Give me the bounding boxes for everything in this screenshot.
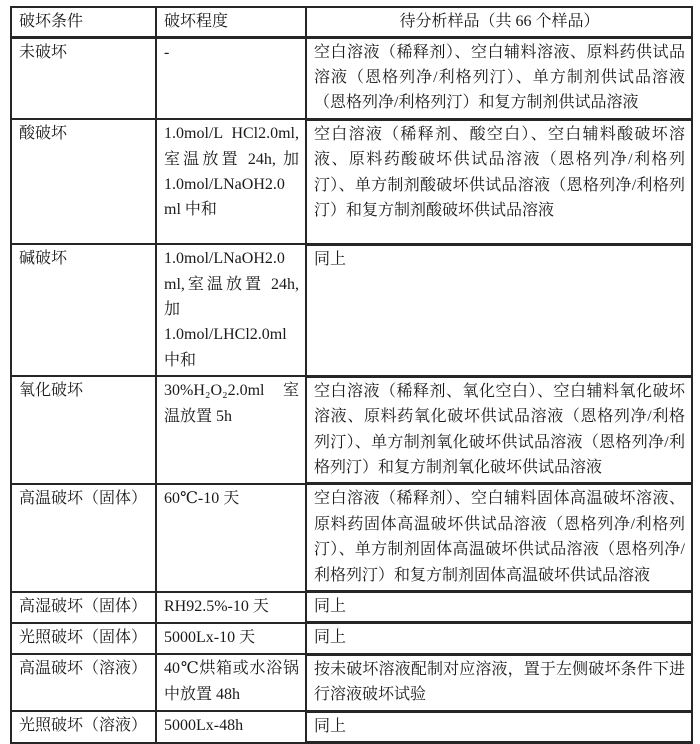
table-row-light-solution [11,711,692,742]
col-header-condition: 破坏条件 [11,7,156,37]
cell-samples: 空白溶液（稀释剂、酸空白）、空白辅料酸破坏溶液、原料药酸破坏供试品溶液（恩格列净/利格列汀）、单方制剂酸破坏供试品溶液（恩格列净/利格列汀）和复方制剂酸破坏供试品溶液 [306,119,692,244]
cell-degree: 1.0mol/L HCl2.0ml, 室温放置 24h, 加 1.0mol/LNaOH2.0 ml 中和 [156,119,306,244]
cell-samples: 同上 [306,623,692,654]
table-row-acid [11,119,692,244]
cell-degree: 30%H₂O₂2.0ml 室温放置 5h [156,376,306,484]
table-row-light-solid [11,623,692,654]
cell-degree: 5000Lx-10 天 [156,623,306,654]
cell-condition: 光照破坏（溶液） [11,711,156,742]
cell-condition: 高温破坏（溶液） [11,654,156,711]
degradation-conditions-table [10,6,693,744]
cell-condition: 酸破坏 [11,119,156,244]
cell-samples: 空白溶液（稀释剂、氧化空白）、空白辅料氧化破坏溶液、原料药氧化破坏供试品溶液（恩格列净/利格列汀）、单方制剂氧化破坏供试品溶液（恩格列净/利格列汀）和复方制剂氧化破坏供试品溶液 [306,376,692,484]
cell-samples: 同上 [306,711,692,742]
cell-degree: 60℃-10 天 [156,484,306,592]
table-row-heat-solution [11,654,692,711]
cell-condition: 未破坏 [11,37,156,119]
cell-condition: 高温破坏（固体） [11,484,156,592]
cell-samples: 同上 [306,592,692,623]
cell-samples: 按未破坏溶液配制对应溶液，置于左侧破坏条件下进行溶液破坏试验 [306,654,692,711]
cell-condition: 氧化破坏 [11,376,156,484]
cell-samples: 空白溶液（稀释剂）、空白辅料溶液、原料药供试品溶液（恩格列净/利格列汀）、单方制剂供试品溶液（恩格列净/利格列汀）和复方制剂供试品溶液 [306,37,692,119]
cell-condition: 碱破坏 [11,244,156,376]
cell-samples: 同上 [306,244,692,376]
table-row-untreated [11,37,692,119]
cell-degree: 40℃烘箱或水浴锅中放置 48h [156,654,306,711]
table-row-humidity-solid [11,592,692,623]
cell-samples: 空白溶液（稀释剂）、空白辅料固体高温破坏溶液、原料药固体高温破坏供试品溶液（恩格列净/利格列汀）、单方制剂固体高温破坏供试品溶液（恩格列净/利格列汀）和复方制剂固体高温破坏供试品溶液 [306,484,692,592]
cell-degree: 1.0mol/LNaOH2.0 ml,室温放置 24h, 加 1.0mol/LHCl2.0ml 中和 [156,244,306,376]
cell-degree: RH92.5%-10 天 [156,592,306,623]
cell-degree: 5000Lx-48h [156,711,306,742]
col-header-degree: 破坏程度 [156,7,306,37]
table-row-oxidation [11,376,692,484]
cell-condition: 高湿破坏（固体） [11,592,156,623]
table-row-alkali [11,244,692,376]
cell-condition: 光照破坏（固体） [11,623,156,654]
header-row [11,7,692,37]
table-row-heat-solid [11,484,692,592]
col-header-samples: 待分析样品（共 66 个样品） [306,7,692,37]
cell-degree: - [156,37,306,119]
